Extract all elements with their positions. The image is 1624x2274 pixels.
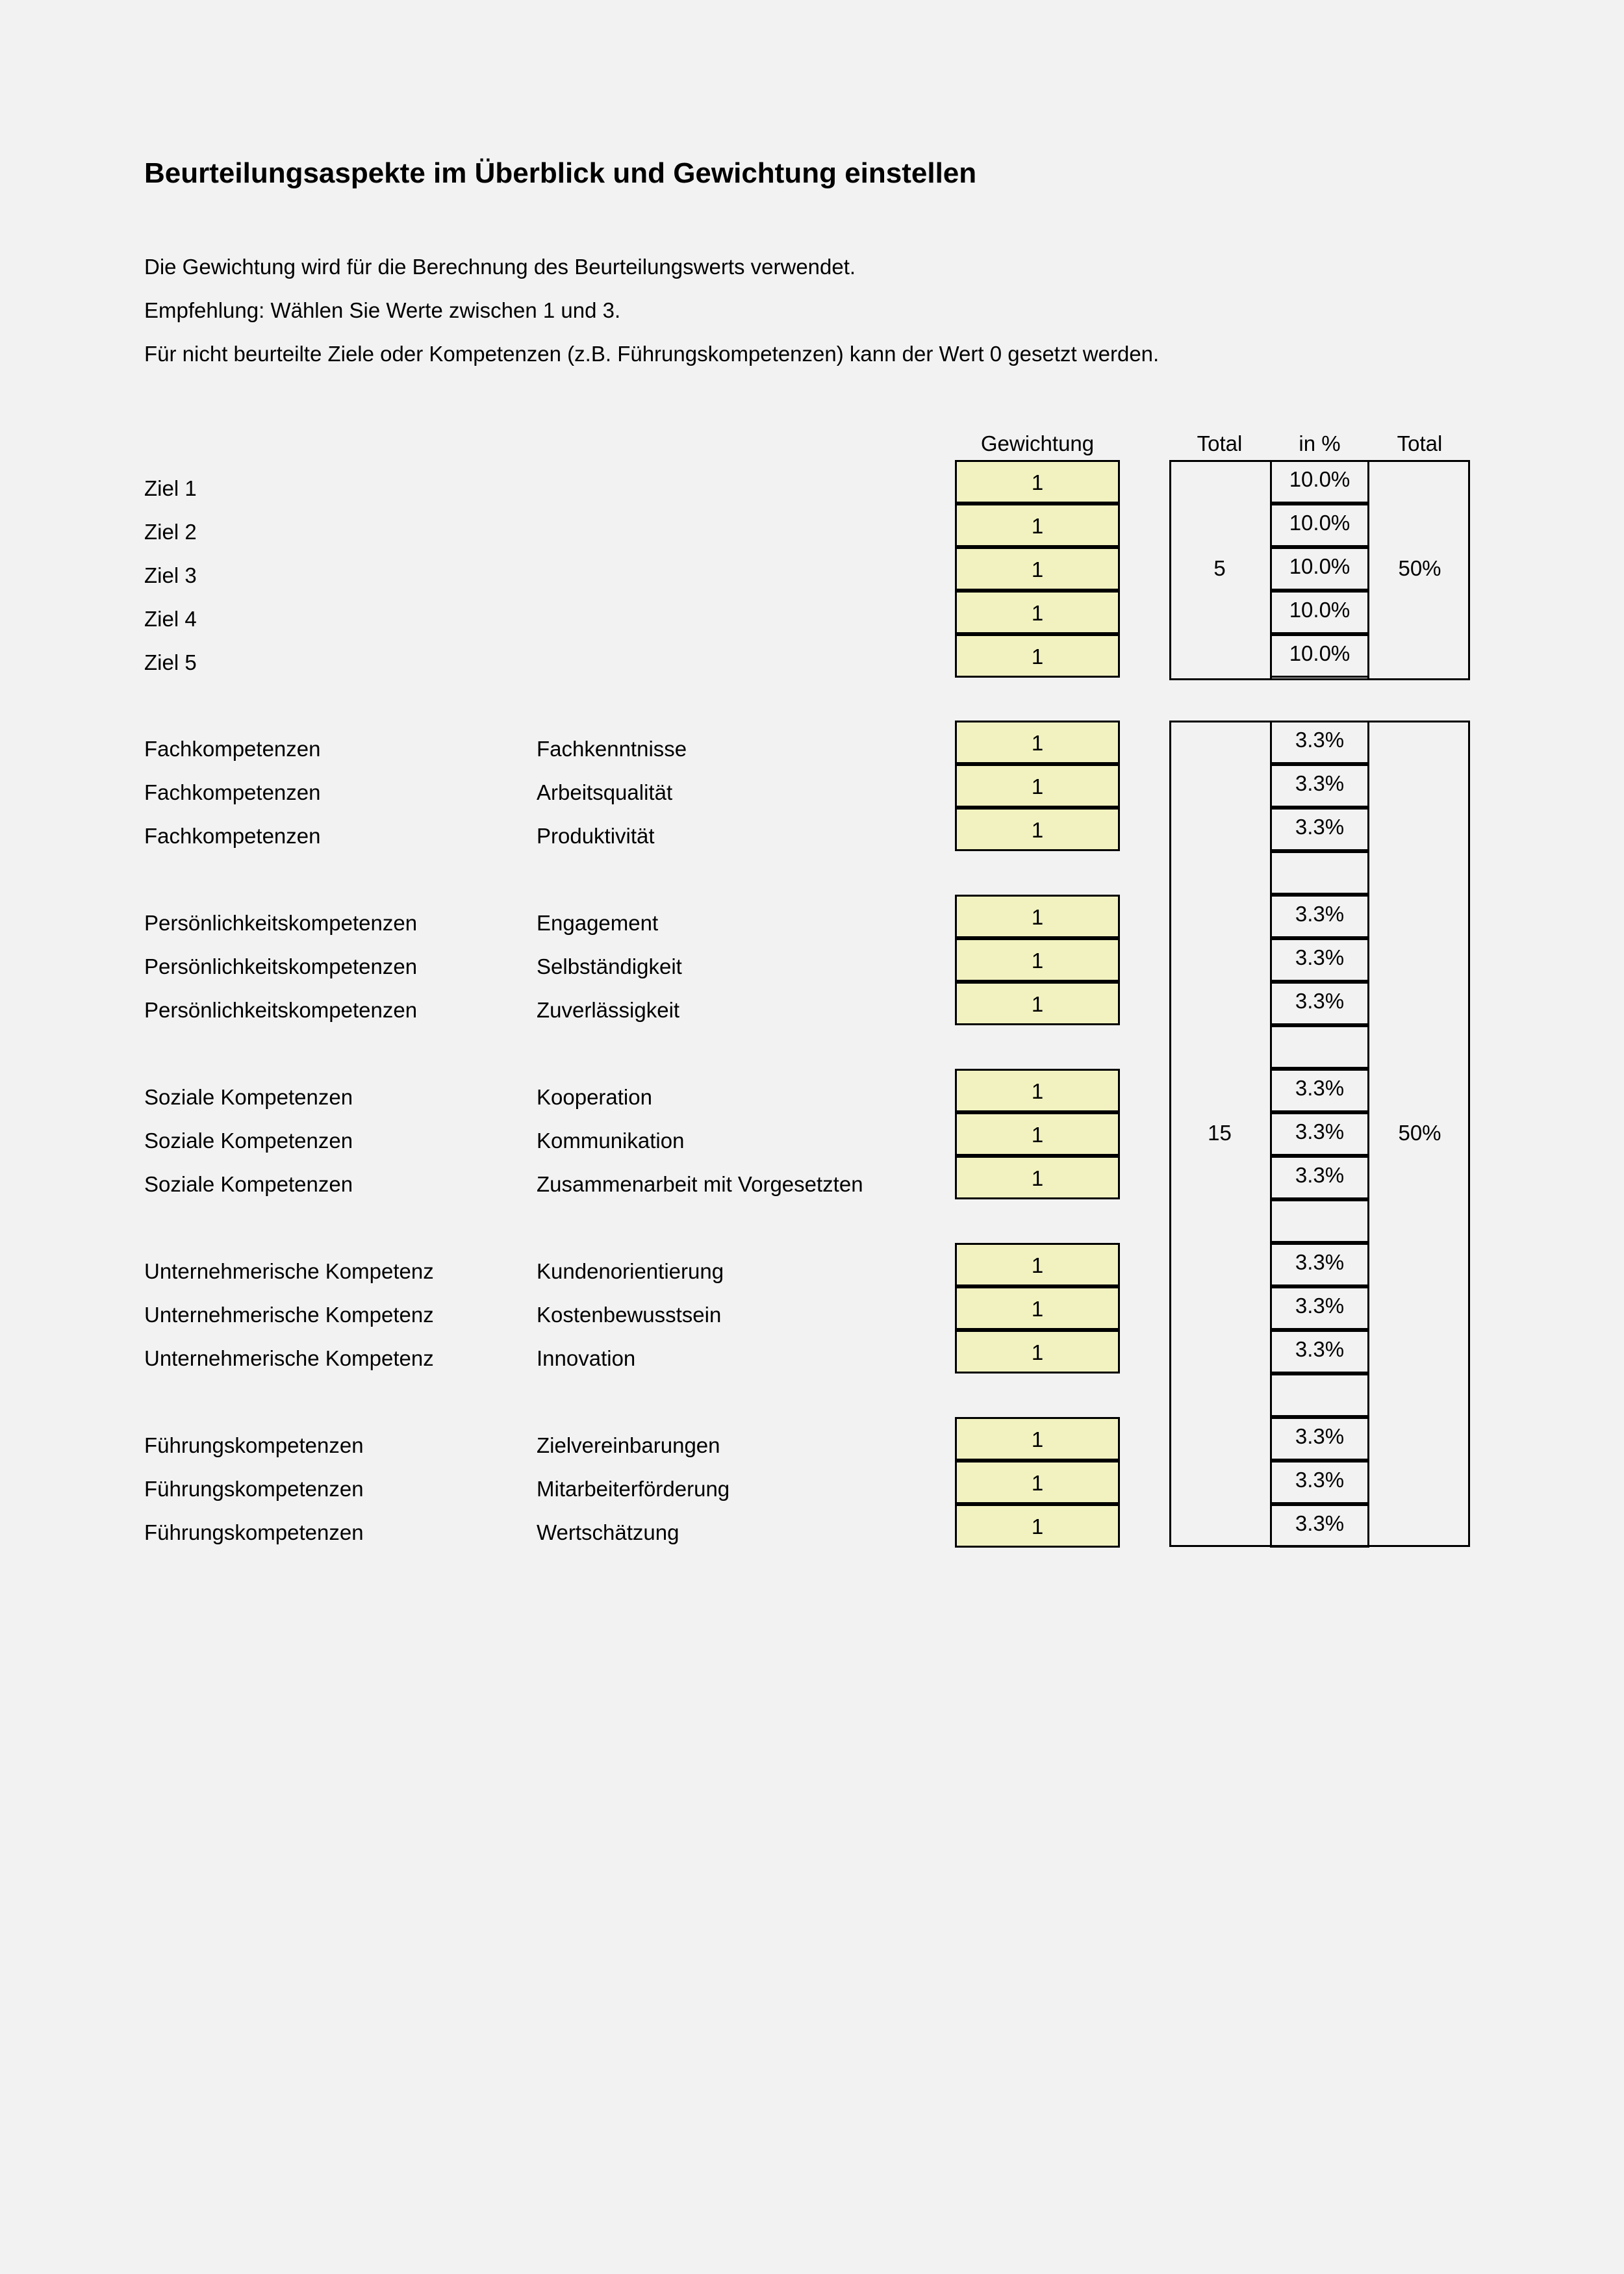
goal-label: Ziel 1 xyxy=(144,476,197,500)
percent-spacer-cell xyxy=(1270,1025,1369,1069)
competency-item: Innovation xyxy=(537,1346,636,1370)
competency-weight-input[interactable]: 1 xyxy=(955,1330,1120,1373)
competency-item: Engagement xyxy=(537,911,659,935)
goal-label: Ziel 3 xyxy=(144,563,197,587)
competency-weight-input[interactable]: 1 xyxy=(955,1069,1120,1112)
competency-percent: 3.3% xyxy=(1270,764,1369,808)
percent-spacer-cell xyxy=(1270,1373,1369,1417)
goal-label: Ziel 5 xyxy=(144,650,197,674)
competency-weight-input[interactable]: 1 xyxy=(955,808,1120,851)
competency-category: Unternehmerische Kompetenz xyxy=(144,1346,434,1370)
goal-percent: 10.0% xyxy=(1270,504,1369,547)
competency-category: Fachkompetenzen xyxy=(144,780,321,804)
header-total-percent: Total xyxy=(1397,431,1443,455)
goal-weight-input[interactable]: 1 xyxy=(955,460,1120,504)
competency-percent: 3.3% xyxy=(1270,808,1369,851)
competency-percent: 3.3% xyxy=(1270,721,1369,764)
competency-category: Soziale Kompetenzen xyxy=(144,1172,353,1196)
competency-percent: 3.3% xyxy=(1270,1461,1369,1504)
competency-item: Selbständigkeit xyxy=(537,954,682,978)
percent-spacer-cell xyxy=(1270,851,1369,895)
goal-weight-input[interactable]: 1 xyxy=(955,634,1120,678)
competency-percent: 3.3% xyxy=(1270,938,1369,982)
competencies-total: 15 xyxy=(1208,1121,1232,1145)
competency-item: Zusammenarbeit mit Vorgesetzten xyxy=(537,1172,863,1196)
competency-percent: 3.3% xyxy=(1270,1417,1369,1461)
intro-line-2: Empfehlung: Wählen Sie Werte zwischen 1 und 3. xyxy=(144,298,621,322)
competency-category: Führungskompetenzen xyxy=(144,1520,364,1544)
goal-label: Ziel 4 xyxy=(144,607,197,631)
competency-weight-input[interactable]: 1 xyxy=(955,1156,1120,1199)
competency-percent: 3.3% xyxy=(1270,1069,1369,1112)
competency-weight-input[interactable]: 1 xyxy=(955,938,1120,982)
competency-item: Zuverlässigkeit xyxy=(537,998,680,1022)
competency-percent: 3.3% xyxy=(1270,1243,1369,1286)
competency-item: Kommunikation xyxy=(537,1129,685,1153)
goal-percent: 10.0% xyxy=(1270,547,1369,591)
percent-spacer-cell xyxy=(1270,1199,1369,1243)
goal-percent: 10.0% xyxy=(1270,591,1369,634)
competencies-total-percent: 50% xyxy=(1398,1121,1441,1145)
intro-line-3: Für nicht beurteilte Ziele oder Kompetenzen (z.B. Führungskompetenzen) kann der Wert 0 gesetzt werden. xyxy=(144,342,1160,366)
goal-weight-input[interactable]: 1 xyxy=(955,547,1120,591)
competency-category: Führungskompetenzen xyxy=(144,1433,364,1457)
competency-weight-input[interactable]: 1 xyxy=(955,982,1120,1025)
competency-category: Persönlichkeitskompetenzen xyxy=(144,998,418,1022)
competency-category: Unternehmerische Kompetenz xyxy=(144,1303,434,1327)
competency-category: Führungskompetenzen xyxy=(144,1477,364,1501)
goals-total-percent: 50% xyxy=(1398,556,1441,580)
header-in-percent: in % xyxy=(1299,431,1341,455)
competency-item: Arbeitsqualität xyxy=(537,780,673,804)
competency-item: Kundenorientierung xyxy=(537,1259,724,1283)
competency-item: Kooperation xyxy=(537,1085,652,1109)
competency-weight-input[interactable]: 1 xyxy=(955,764,1120,808)
page-title: Beurteilungsaspekte im Überblick und Gewichtung einstellen xyxy=(144,157,977,189)
competency-weight-input[interactable]: 1 xyxy=(955,1417,1120,1461)
goal-weight-input[interactable]: 1 xyxy=(955,504,1120,547)
header-total: Total xyxy=(1197,431,1243,455)
competency-weight-input[interactable]: 1 xyxy=(955,1504,1120,1548)
competency-percent: 3.3% xyxy=(1270,1112,1369,1156)
competency-item: Fachkenntnisse xyxy=(537,737,687,761)
header-weight: Gewichtung xyxy=(980,431,1095,455)
competency-percent: 3.3% xyxy=(1270,1504,1369,1548)
competency-percent: 3.3% xyxy=(1270,982,1369,1025)
competency-category: Unternehmerische Kompetenz xyxy=(144,1259,434,1283)
goal-percent: 10.0% xyxy=(1270,634,1369,678)
competency-weight-input[interactable]: 1 xyxy=(955,1112,1120,1156)
competency-item: Kostenbewusstsein xyxy=(537,1303,722,1327)
competency-percent: 3.3% xyxy=(1270,1156,1369,1199)
competency-weight-input[interactable]: 1 xyxy=(955,1243,1120,1286)
competency-item: Mitarbeiterförderung xyxy=(537,1477,730,1501)
competency-percent: 3.3% xyxy=(1270,895,1369,938)
goal-label: Ziel 2 xyxy=(144,520,197,544)
competency-category: Soziale Kompetenzen xyxy=(144,1085,353,1109)
competency-item: Zielvereinbarungen xyxy=(537,1433,720,1457)
goal-percent: 10.0% xyxy=(1270,460,1369,504)
competency-weight-input[interactable]: 1 xyxy=(955,895,1120,938)
competency-weight-input[interactable]: 1 xyxy=(955,1286,1120,1330)
competency-category: Fachkompetenzen xyxy=(144,737,321,761)
competency-category: Fachkompetenzen xyxy=(144,824,321,848)
intro-line-1: Die Gewichtung wird für die Berechnung des Beurteilungswerts verwendet. xyxy=(144,255,856,279)
competency-weight-input[interactable]: 1 xyxy=(955,721,1120,764)
competency-category: Persönlichkeitskompetenzen xyxy=(144,911,418,935)
competency-category: Soziale Kompetenzen xyxy=(144,1129,353,1153)
competency-percent: 3.3% xyxy=(1270,1330,1369,1373)
competency-item: Produktivität xyxy=(537,824,655,848)
goals-total: 5 xyxy=(1213,556,1226,580)
competency-percent: 3.3% xyxy=(1270,1286,1369,1330)
goal-weight-input[interactable]: 1 xyxy=(955,591,1120,634)
competency-weight-input[interactable]: 1 xyxy=(955,1461,1120,1504)
competency-item: Wertschätzung xyxy=(537,1520,679,1544)
competency-category: Persönlichkeitskompetenzen xyxy=(144,954,418,978)
